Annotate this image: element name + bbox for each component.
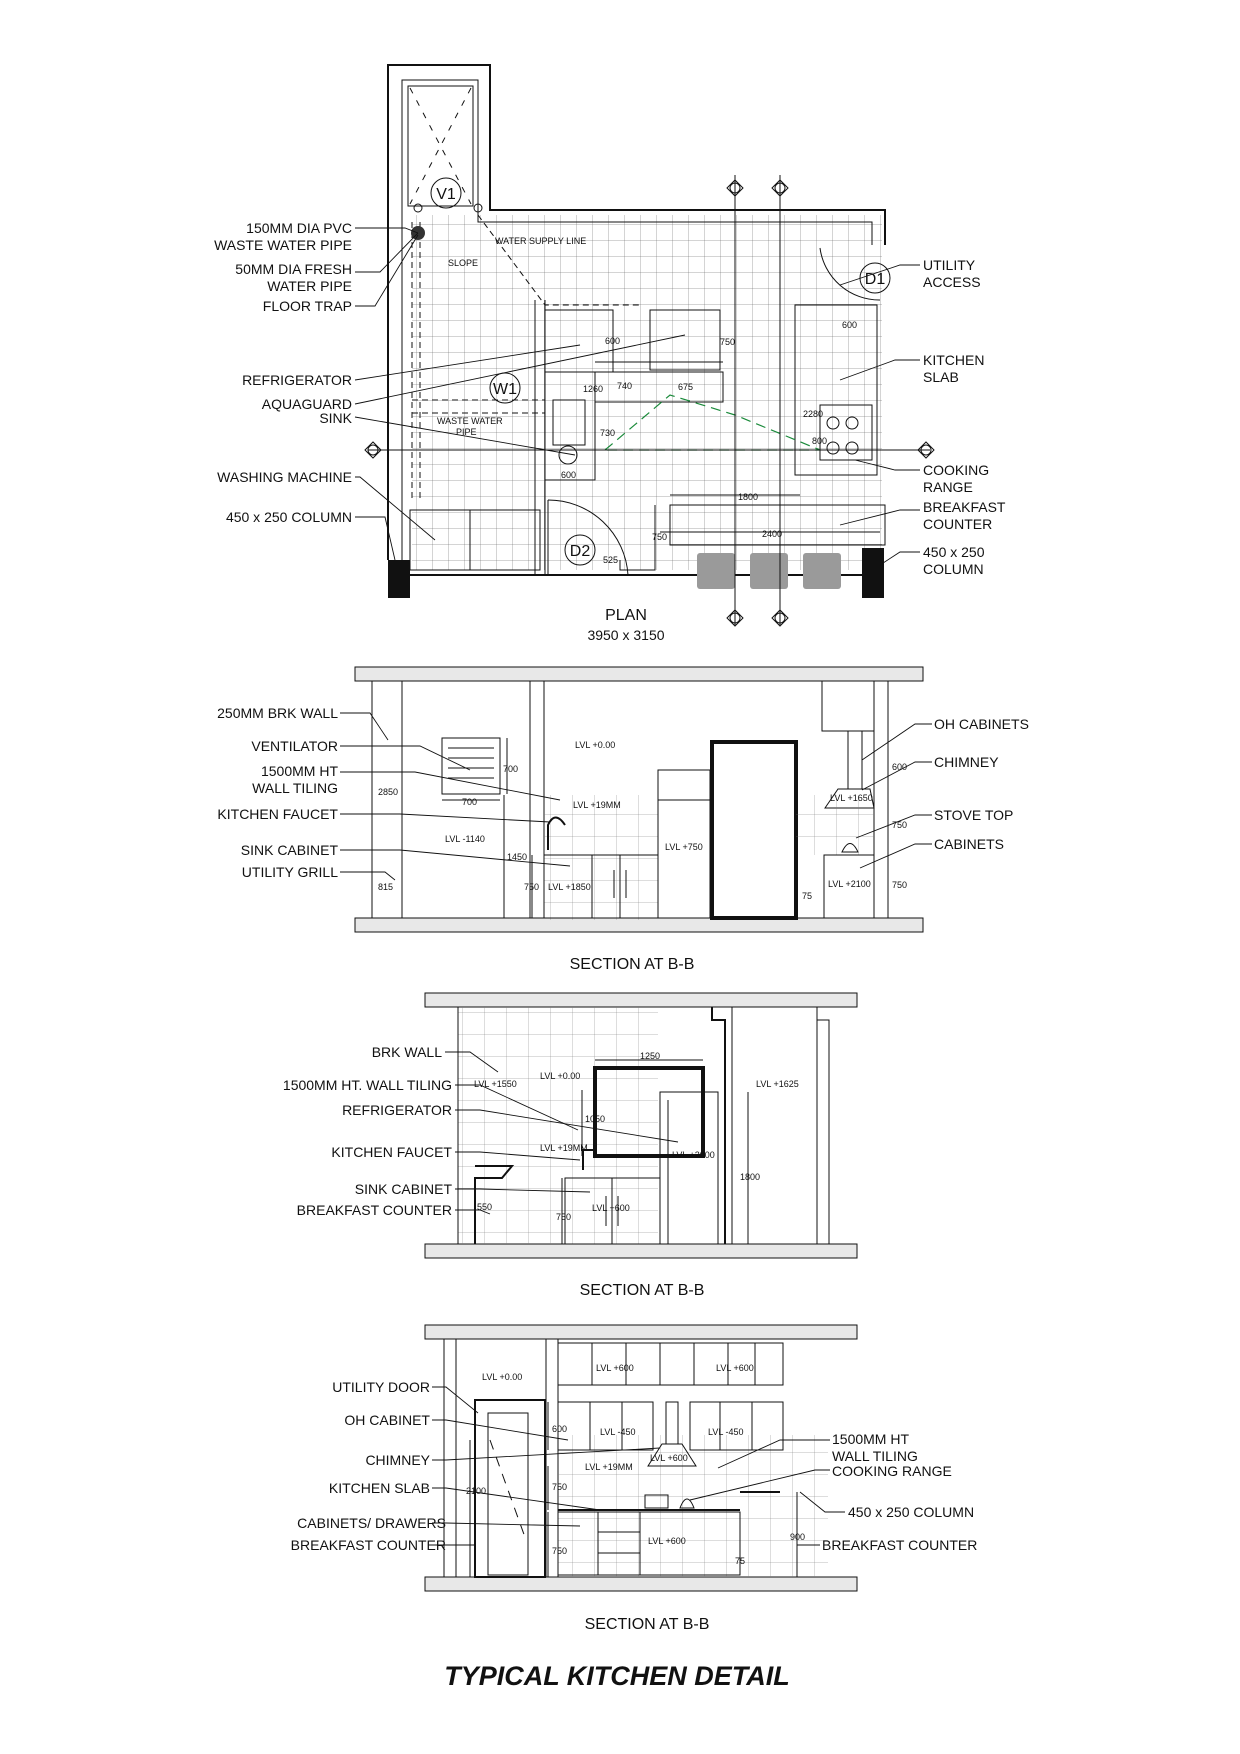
label-kitchen-slab: KITCHEN SLAB	[328, 1480, 430, 1496]
svg-text:LVL +1850: LVL +1850	[548, 882, 591, 892]
svg-text:700: 700	[503, 764, 519, 774]
note-slope: SLOPE	[448, 258, 479, 268]
svg-text:600: 600	[892, 762, 908, 772]
svg-text:600: 600	[605, 336, 621, 346]
label-stove-top: STOVE TOP	[934, 807, 1014, 823]
sheet-title: TYPICAL KITCHEN DETAIL	[444, 1661, 790, 1691]
s3-labels-left	[291, 1379, 446, 1553]
svg-text:750: 750	[652, 532, 668, 542]
label-utility: UTILITY	[923, 257, 976, 273]
label-column: 450 x 250 COLUMN	[848, 1504, 975, 1520]
svg-text:LVL +600: LVL +600	[716, 1363, 754, 1373]
label-counter: COUNTER	[923, 516, 993, 532]
plan-column-right	[862, 548, 884, 598]
label-access: ACCESS	[923, 274, 981, 290]
s1-title: SECTION AT B-B	[569, 956, 695, 973]
svg-text:1260: 1260	[583, 384, 604, 394]
svg-text:LVL +750: LVL +750	[665, 842, 703, 852]
label-brk-wall: BRK WALL	[371, 1044, 442, 1060]
label-tiling-1: 1500MM HT	[832, 1431, 910, 1447]
label-pvc-pipe-1: 150MM DIA PVC	[246, 220, 352, 236]
label-washing-machine: WASHING MACHINE	[217, 469, 352, 485]
label-breakfast-counter: BREAKFAST COUNTER	[296, 1202, 452, 1218]
svg-text:LVL -1140: LVL -1140	[445, 834, 485, 844]
plan-drawing	[214, 65, 1006, 643]
svg-text:LVL +0.00: LVL +0.00	[482, 1372, 523, 1382]
label-breakfast-counter-right: BREAKFAST COUNTER	[822, 1537, 978, 1553]
svg-text:750: 750	[552, 1482, 568, 1492]
label-wall-tiling: 1500MM HT. WALL TILING	[282, 1077, 452, 1093]
svg-text:D2: D2	[569, 543, 591, 560]
svg-text:LVL +1550: LVL +1550	[474, 1079, 517, 1089]
svg-text:LVL +19MM: LVL +19MM	[540, 1143, 588, 1153]
plan-labels-right	[923, 257, 1006, 577]
label-fresh-pipe-1: 50MM DIA FRESH	[235, 261, 352, 277]
svg-text:LVL -450: LVL -450	[708, 1427, 744, 1437]
svg-text:V1: V1	[436, 186, 456, 203]
label-range: RANGE	[923, 479, 973, 495]
svg-text:675: 675	[678, 382, 694, 392]
s1-labels-left	[217, 705, 338, 880]
label-cabinets-drawers: CABINETS/ DRAWERS	[297, 1515, 446, 1531]
svg-text:600: 600	[561, 470, 577, 480]
svg-text:1250: 1250	[640, 1051, 661, 1061]
label-tiling-1: 1500MM HT	[260, 763, 338, 779]
svg-text:800: 800	[812, 436, 828, 446]
label-slab: SLAB	[923, 369, 959, 385]
label-floor-trap: FLOOR TRAP	[262, 298, 352, 314]
label-tiling-2: WALL TILING	[252, 780, 338, 796]
s1-wall-tiling	[544, 795, 658, 920]
svg-text:750: 750	[524, 882, 540, 892]
s1-right-wall	[874, 681, 888, 918]
label-utility-door: UTILITY DOOR	[332, 1379, 430, 1395]
s1-roof-slab	[355, 667, 923, 681]
label-column-word: COLUMN	[923, 561, 984, 577]
svg-text:LVL +600: LVL +600	[592, 1203, 630, 1213]
label-faucet: KITCHEN FAUCET	[217, 806, 338, 822]
label-pvc-pipe-2: WASTE WATER PIPE	[214, 237, 352, 253]
section-1	[217, 667, 1029, 973]
s2-brk-wall	[732, 1007, 817, 1244]
svg-text:75: 75	[735, 1556, 746, 1566]
svg-text:750: 750	[892, 880, 908, 890]
svg-text:D1: D1	[864, 271, 886, 288]
svg-text:525: 525	[603, 555, 619, 565]
svg-text:900: 900	[790, 1532, 806, 1542]
s1-floor-slab	[355, 918, 923, 932]
plan-size: 3950 x 3150	[587, 627, 665, 643]
plan-title: PLAN	[605, 607, 647, 624]
svg-text:600: 600	[552, 1424, 568, 1434]
svg-text:1800: 1800	[740, 1172, 761, 1182]
label-column: 450 x 250 COLUMN	[225, 509, 352, 525]
s2-refrigerator	[660, 1092, 718, 1244]
svg-text:1450: 1450	[507, 852, 528, 862]
section-2	[283, 993, 857, 1299]
label-oh-cabinet: OH CABINET	[344, 1412, 430, 1428]
plan-stool	[750, 553, 788, 589]
svg-text:750: 750	[556, 1212, 572, 1222]
s2-floor-slab	[425, 1244, 857, 1258]
svg-text:LVL +1650: LVL +1650	[830, 793, 873, 803]
svg-text:600: 600	[842, 320, 858, 330]
s2-roof-slab	[425, 993, 857, 1007]
svg-text:LVL +0.00: LVL +0.00	[575, 740, 616, 750]
svg-text:LVL +0.00: LVL +0.00	[540, 1071, 581, 1081]
svg-text:LVL +600: LVL +600	[648, 1536, 686, 1546]
svg-text:75: 75	[802, 891, 813, 901]
svg-text:LVL +600: LVL +600	[596, 1363, 634, 1373]
label-ventilator: VENTILATOR	[251, 738, 338, 754]
s2-title: SECTION AT B-B	[579, 1282, 705, 1299]
note-pipe: PIPE	[456, 427, 477, 437]
svg-text:LVL +19MM: LVL +19MM	[573, 800, 621, 810]
label-utility-grill: UTILITY GRILL	[241, 864, 338, 880]
note-water-supply-line: WATER SUPPLY LINE	[495, 236, 587, 246]
s1-oh-cabinet	[822, 681, 874, 731]
svg-text:2280: 2280	[803, 409, 824, 419]
plan-tag-v1	[431, 178, 461, 208]
svg-text:LVL +2000: LVL +2000	[672, 1150, 715, 1160]
plan-stool	[697, 553, 735, 589]
s2-labels-left	[283, 1044, 453, 1218]
label-breakfast: BREAKFAST	[923, 499, 1006, 515]
s3-floor-slab	[425, 1577, 857, 1591]
svg-text:LVL -450: LVL -450	[600, 1427, 636, 1437]
svg-text:740: 740	[617, 381, 633, 391]
svg-text:LVL +19MM: LVL +19MM	[585, 1462, 633, 1472]
label-tiling-2: WALL TILING	[832, 1448, 918, 1464]
label-refrigerator: REFRIGERATOR	[342, 1102, 452, 1118]
svg-text:730: 730	[600, 428, 616, 438]
svg-text:750: 750	[720, 337, 736, 347]
label-kitchen-faucet: KITCHEN FAUCET	[331, 1144, 452, 1160]
svg-text:700: 700	[462, 797, 478, 807]
svg-text:2850: 2850	[378, 787, 399, 797]
svg-text:550: 550	[477, 1202, 493, 1212]
section-3	[291, 1325, 978, 1633]
label-kitchen: KITCHEN	[923, 352, 985, 368]
svg-text:LVL +600: LVL +600	[650, 1453, 688, 1463]
svg-text:2400: 2400	[762, 529, 783, 539]
plan-column-left	[388, 560, 410, 598]
s1-labels-right	[934, 716, 1029, 852]
s1-tall-unit	[712, 742, 796, 918]
label-sink-cabinet: SINK CABINET	[354, 1181, 452, 1197]
plan-floor-tiles	[412, 215, 882, 570]
s1-ventilator	[442, 738, 500, 794]
label-cooking: COOKING	[923, 462, 990, 478]
label-oh-cabinets: OH CABINETS	[934, 716, 1029, 732]
plan-labels-left	[214, 220, 353, 525]
note-waste-water: WASTE WATER	[437, 416, 503, 426]
label-cooking-range: COOKING RANGE	[832, 1463, 952, 1479]
s3-title: SECTION AT B-B	[584, 1616, 710, 1633]
svg-text:1800: 1800	[738, 492, 759, 502]
label-chimney: CHIMNEY	[934, 754, 999, 770]
label-sink: SINK	[319, 410, 352, 426]
label-cabinets: CABINETS	[934, 836, 1005, 852]
label-refrigerator: REFRIGERATOR	[242, 372, 352, 388]
s3-labels-right	[822, 1431, 977, 1553]
svg-text:LVL +2100: LVL +2100	[828, 879, 871, 889]
svg-text:W1: W1	[493, 381, 517, 398]
svg-text:2100: 2100	[466, 1486, 487, 1496]
svg-text:750: 750	[552, 1546, 568, 1556]
label-sink-cabinet: SINK CABINET	[240, 842, 338, 858]
label-breakfast-counter: BREAKFAST COUNTER	[290, 1537, 446, 1553]
chimney-icon	[848, 731, 862, 789]
svg-text:LVL +1625: LVL +1625	[756, 1079, 799, 1089]
label-brk-wall: 250MM BRK WALL	[217, 705, 338, 721]
svg-text:750: 750	[892, 820, 908, 830]
svg-text:815: 815	[378, 882, 394, 892]
s3-roof-slab	[425, 1325, 857, 1339]
label-chimney: CHIMNEY	[365, 1452, 430, 1468]
label-aquaguard: AQUAGUARD	[261, 396, 352, 412]
label-column-size: 450 x 250	[923, 544, 985, 560]
svg-text:1050: 1050	[585, 1114, 606, 1124]
label-fresh-pipe-2: WATER PIPE	[267, 278, 352, 294]
plan-stool	[803, 553, 841, 589]
